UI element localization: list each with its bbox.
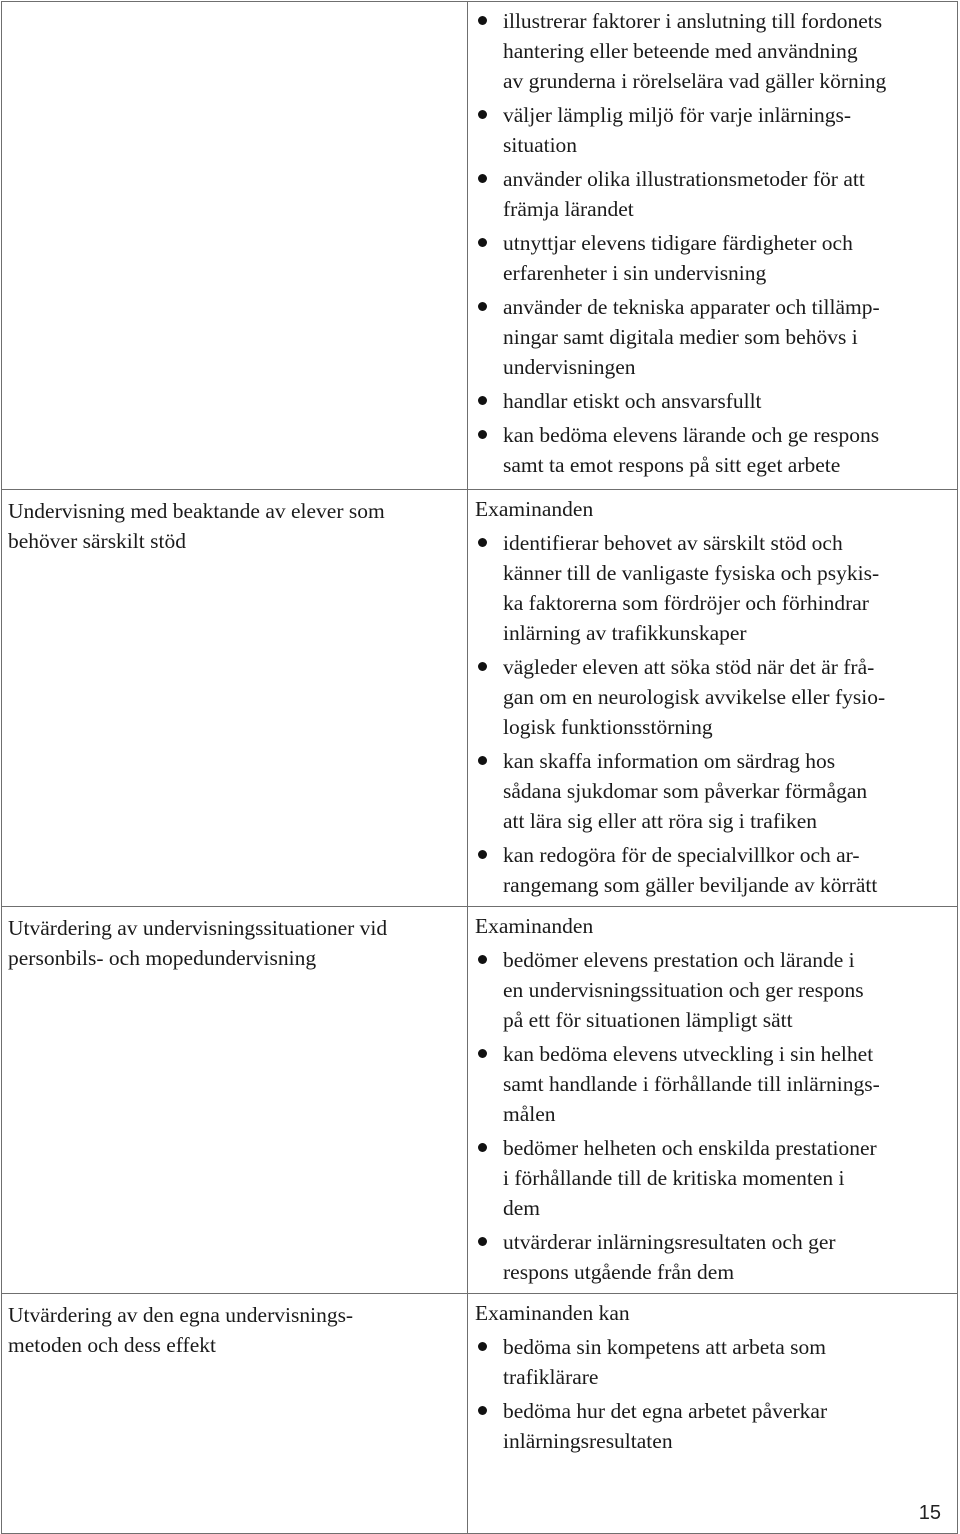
list-item	[475, 1396, 955, 1456]
list-item-line: att lära sig eller att röra sig i trafiken	[503, 809, 818, 833]
list-item	[475, 652, 955, 742]
list-item-line: handlar etiskt och ansvarsfullt	[503, 389, 762, 413]
list-item	[475, 164, 955, 224]
list-item-line: kan bedöma elevens utveckling i sin helhet	[503, 1042, 874, 1066]
list-item	[475, 746, 955, 836]
bullet-icon	[478, 1406, 487, 1415]
topic-cell	[2, 1294, 468, 1534]
list-item-line: använder olika illustrationsmetoder för att	[503, 167, 865, 191]
list-item-line: situation	[503, 133, 578, 157]
list-item	[475, 1133, 955, 1223]
bullet-icon	[478, 174, 487, 183]
list-item-line: väljer lämplig miljö för varje inlärnings-	[503, 103, 852, 127]
list-item-line: logisk funktionsstörning	[503, 715, 713, 739]
bullet-icon	[478, 1237, 487, 1246]
list-item	[475, 6, 955, 96]
criteria-cell	[468, 2, 958, 490]
list-item-line: ka faktorerna som fördröjer och förhindrar	[503, 591, 869, 615]
list-item-line: på ett för situationen lämpligt sätt	[503, 1008, 793, 1032]
bullet-icon	[478, 238, 487, 247]
list-item-line: främja lärandet	[503, 197, 634, 221]
list-item	[475, 100, 955, 160]
bullet-icon	[478, 430, 487, 439]
list-item-line: bedömer helheten och enskilda prestationer	[503, 1136, 877, 1160]
list-item-line: samt handlande i förhållande till inlärnings-	[503, 1072, 880, 1096]
bullet-icon	[478, 1342, 487, 1351]
list-item-line: målen	[503, 1102, 556, 1126]
criteria-cell	[468, 1294, 958, 1534]
list-item	[475, 945, 955, 1035]
list-item-line: hantering eller beteende med användning	[503, 39, 858, 63]
list-item-line: rangemang som gäller beviljande av körrätt	[503, 873, 878, 897]
bullet-icon	[478, 538, 487, 547]
list-item-line: känner till de vanligaste fysiska och psykis-	[503, 561, 880, 585]
list-item-line: illustrerar faktorer i anslutning till fordonets	[503, 9, 883, 33]
list-item-line: inlärningsresultaten	[503, 1429, 673, 1453]
topic-line: Utvärdering av den egna undervisnings-	[8, 1303, 354, 1327]
list-item-line: identifierar behovet av särskilt stöd och	[503, 531, 843, 555]
table-row	[2, 1294, 958, 1534]
list-item	[475, 840, 955, 900]
topic-line: personbils- och mopedundervisning	[8, 946, 317, 970]
topic-cell	[2, 490, 468, 907]
list-item-line: respons utgående från dem	[503, 1260, 735, 1284]
bullet-icon	[478, 662, 487, 671]
list-item	[475, 228, 955, 288]
topic-cell	[2, 2, 468, 490]
list-item	[475, 1039, 955, 1129]
list-item-line: utnyttjar elevens tidigare färdigheter och	[503, 231, 853, 255]
criteria-intro: Examinanden kan	[475, 1301, 630, 1325]
list-item-line: dem	[503, 1196, 541, 1220]
list-item	[475, 420, 955, 480]
topic-cell	[2, 907, 468, 1294]
criteria-cell	[468, 907, 958, 1294]
bullet-icon	[478, 1143, 487, 1152]
list-item	[475, 528, 955, 648]
list-item-line: ningar samt digitala medier som behövs i	[503, 325, 858, 349]
criteria-intro: Examinanden	[475, 914, 594, 938]
list-item-line: bedöma hur det egna arbetet påverkar	[503, 1399, 828, 1423]
criteria-list	[475, 6, 955, 480]
list-item-line: kan bedöma elevens lärande och ge respons	[503, 423, 880, 447]
list-item-line: kan redogöra för de specialvillkor och ar-	[503, 843, 860, 867]
list-item	[475, 386, 955, 416]
list-item-line: trafiklärare	[503, 1365, 599, 1389]
list-item-line: inlärning av trafikkunskaper	[503, 621, 747, 645]
page-number: 15	[918, 1502, 941, 1524]
list-item-line: i förhållande till de kritiska momenten i	[503, 1166, 845, 1190]
topic-line: Undervisning med beaktande av elever som	[8, 499, 385, 523]
list-item-line: erfarenheter i sin undervisning	[503, 261, 767, 285]
topic-line: metoden och dess effekt	[8, 1333, 216, 1357]
topic-line: behöver särskilt stöd	[8, 529, 186, 553]
topic-line: Utvärdering av undervisningssituationer vid	[8, 916, 388, 940]
list-item-line: använder de tekniska apparater och tillämp-	[503, 295, 880, 319]
list-item-line: av grunderna i rörelselära vad gäller körning	[503, 69, 887, 93]
bullet-icon	[478, 110, 487, 119]
list-item	[475, 1227, 955, 1287]
criteria-list	[475, 945, 955, 1287]
criteria-table-body	[2, 2, 958, 1534]
table-row	[2, 907, 958, 1294]
list-item-line: gan om en neurologisk avvikelse eller fysio-	[503, 685, 886, 709]
bullet-icon	[478, 396, 487, 405]
table-row	[2, 2, 958, 490]
bullet-icon	[478, 850, 487, 859]
list-item-line: samt ta emot respons på sitt eget arbete	[503, 453, 841, 477]
criteria-cell	[468, 490, 958, 907]
list-item-line: undervisningen	[503, 355, 636, 379]
list-item-line: utvärderar inlärningsresultaten och ger	[503, 1230, 836, 1254]
criteria-list	[475, 528, 955, 900]
bullet-icon	[478, 955, 487, 964]
bullet-icon	[478, 302, 487, 311]
list-item-line: vägleder eleven att söka stöd när det är frå-	[503, 655, 875, 679]
criteria-intro: Examinanden	[475, 497, 594, 521]
list-item-line: sådana sjukdomar som påverkar förmågan	[503, 779, 868, 803]
list-item	[475, 1332, 955, 1392]
list-item-line: kan skaffa information om särdrag hos	[503, 749, 836, 773]
criteria-table	[1, 1, 958, 1534]
bullet-icon	[478, 1049, 487, 1058]
list-item	[475, 292, 955, 382]
bullet-icon	[478, 16, 487, 25]
list-item-line: bedöma sin kompetens att arbeta som	[503, 1335, 827, 1359]
criteria-list	[475, 1332, 955, 1456]
list-item-line: bedömer elevens prestation och lärande i	[503, 948, 855, 972]
list-item-line: en undervisningssituation och ger respons	[503, 978, 864, 1002]
table-row	[2, 490, 958, 907]
bullet-icon	[478, 756, 487, 765]
